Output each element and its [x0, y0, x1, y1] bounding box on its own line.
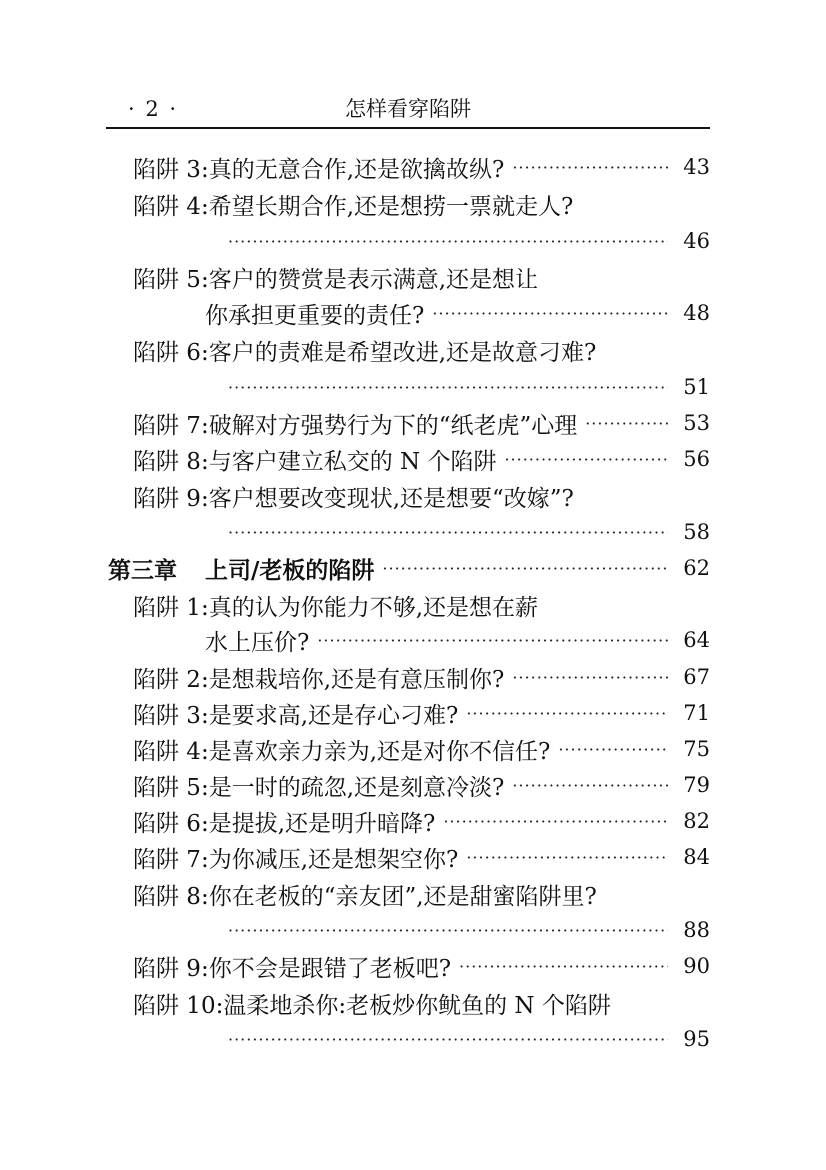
leader-dots — [459, 957, 668, 976]
toc-entry-text: 陷阱 1:真的认为你能力不够,还是想在薪 — [133, 594, 539, 621]
toc-entry[interactable] — [133, 259, 710, 295]
toc-entry-text: 陷阱 8:你在老板的“亲友团”,还是甜蜜陷阱里? — [133, 883, 597, 910]
toc-entry-text: 陷阱 4:是喜欢亲力亲为,还是对你不信任? — [133, 738, 551, 765]
toc-page-number: 62 — [683, 556, 710, 580]
toc-entry[interactable] — [133, 405, 710, 441]
toc-entry[interactable] — [133, 803, 710, 839]
toc-entry-text: 陷阱 7:为你减压,还是想架空你? — [133, 846, 459, 873]
leader-dots — [512, 776, 668, 795]
leader-dots — [466, 704, 668, 723]
toc-entry[interactable] — [133, 441, 710, 477]
toc-entry-text: 陷阱 7:破解对方强势行为下的“纸老虎”心理 — [133, 412, 578, 439]
chapter-title: 上司/老板的陷阱 — [205, 556, 375, 584]
toc-page-number: 71 — [683, 701, 710, 725]
chapter-number: 第三章 — [108, 556, 177, 584]
toc-entry-text: 陷阱 4:希望长期合作,还是想捞一票就走人? — [133, 193, 574, 220]
leader-dots — [228, 1030, 668, 1049]
toc-entry-continuation[interactable] — [228, 912, 710, 948]
toc-page-number: 95 — [683, 1027, 710, 1051]
toc-page-number: 43 — [683, 155, 710, 179]
toc-entry[interactable] — [133, 731, 710, 767]
toc-page-number: 75 — [683, 737, 710, 761]
toc-entry-text: 陷阱 10:温柔地杀你:老板炒你鱿鱼的 N 个陷阱 — [133, 992, 611, 1019]
page-header — [106, 94, 710, 124]
leader-dots — [382, 559, 668, 578]
toc-entry-continuation[interactable] — [228, 369, 710, 405]
running-title: 怎样看穿陷阱 — [345, 97, 471, 121]
toc-entry-text: 陷阱 5:是一时的疏忽,还是刻意冷淡? — [133, 774, 505, 801]
leader-dots — [466, 848, 668, 867]
toc-page-number: 64 — [683, 628, 710, 652]
toc-entry-text: 陷阱 8:与客户建立私交的 N 个陷阱 — [133, 448, 497, 475]
toc-entry[interactable] — [133, 876, 710, 912]
toc-entry-text: 水上压价? — [205, 629, 310, 656]
toc-entry[interactable] — [133, 839, 710, 875]
toc-page-number: 84 — [683, 845, 710, 869]
toc-entry[interactable] — [133, 149, 710, 185]
toc-page-number: 67 — [683, 665, 710, 689]
toc-entry-text: 陷阱 3:是要求高,还是存心刁难? — [133, 702, 459, 729]
toc-chapter-entry[interactable] — [108, 550, 710, 586]
toc-entry-continuation[interactable] — [228, 1021, 710, 1057]
toc-page-number: 56 — [683, 447, 710, 471]
page-number: · 2 · — [128, 97, 179, 121]
header-rule — [106, 127, 710, 129]
leader-dots — [317, 631, 668, 650]
toc-entry[interactable] — [133, 659, 710, 695]
toc-entry[interactable] — [133, 767, 710, 803]
toc-entry[interactable] — [133, 587, 710, 623]
toc-page-number: 58 — [683, 520, 710, 544]
toc-page-number: 90 — [683, 954, 710, 978]
toc-page-number: 82 — [683, 809, 710, 833]
leader-dots — [504, 450, 668, 469]
toc-entry-text: 陷阱 9:客户想要改变现状,还是想要“改嫁”? — [133, 485, 574, 512]
toc-entry[interactable] — [133, 985, 710, 1021]
toc-entry-text: 陷阱 2:是想栽培你,还是有意压制你? — [133, 666, 505, 693]
toc-entry-text: 陷阱 6:是提拔,还是明升暗降? — [133, 810, 436, 837]
toc-entry[interactable] — [133, 695, 710, 731]
toc-page-number: 46 — [683, 229, 710, 253]
toc-entry[interactable] — [133, 332, 710, 368]
leader-dots — [228, 378, 668, 397]
toc-entry-text: 陷阱 5:客户的赞赏是表示满意,还是想让 — [133, 266, 539, 293]
toc-page-number: 88 — [683, 918, 710, 942]
leader-dots — [228, 523, 668, 542]
toc-entry-text: 陷阱 9:你不会是跟错了老板吧? — [133, 955, 452, 982]
leader-dots — [512, 158, 668, 177]
leader-dots — [585, 414, 668, 433]
leader-dots — [512, 668, 668, 687]
toc-page-number: 48 — [683, 301, 710, 325]
leader-dots — [228, 232, 668, 251]
toc-entry-text: 陷阱 3:真的无意合作,还是欲擒故纵? — [133, 156, 505, 183]
leader-dots — [432, 304, 668, 323]
toc-page-number: 51 — [683, 375, 710, 399]
toc-page-number: 53 — [683, 411, 710, 435]
leader-dots — [558, 740, 668, 759]
leader-dots — [228, 921, 668, 940]
toc-entry[interactable] — [133, 186, 710, 222]
leader-dots — [443, 812, 668, 831]
toc-page-number: 79 — [683, 773, 710, 797]
toc-entry-text: 你承担更重要的责任? — [205, 302, 425, 329]
toc-entry[interactable] — [133, 948, 710, 984]
toc-entry-text: 陷阱 6:客户的责难是希望改进,还是故意刁难? — [133, 339, 597, 366]
toc-entry-continuation[interactable] — [228, 514, 710, 550]
toc-entry-continuation[interactable] — [205, 622, 710, 658]
toc-entry-continuation[interactable] — [205, 295, 710, 331]
toc-entry-continuation[interactable] — [228, 223, 710, 259]
toc-entry[interactable] — [133, 478, 710, 514]
